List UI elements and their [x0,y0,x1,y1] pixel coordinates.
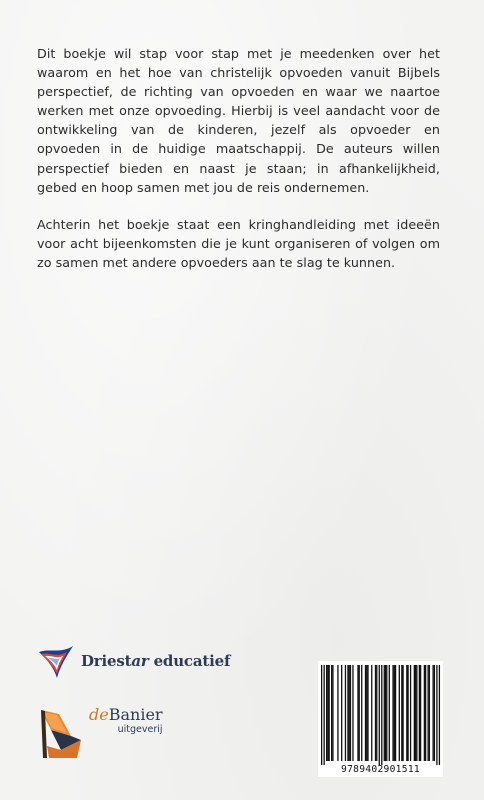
blurb-paragraph-2: Achterin het boekje staat een kringhandleiding met ideeën voor acht bijeenkomsten die je kunt organiseren of volgen om zo samen met andere opvoeders aan te slag te kunnen. [37,216,440,270]
barcode-bars [318,661,443,765]
barcode-bar [365,665,366,761]
isbn-barcode [318,661,443,777]
barcode-bar [352,665,353,761]
barcode-bar [394,665,395,761]
barcode-bar [345,665,346,761]
barcode-bar [361,665,362,761]
barcode-bar [416,665,417,761]
barcode-bar [432,665,433,761]
barcode-bar [436,665,437,765]
driestar-star-icon [37,642,75,680]
barcode-bar [395,665,396,761]
barcode-bar [384,665,385,761]
barcode-bar [424,665,425,761]
barcode-bar [434,665,435,761]
driestar-educatief-logo [37,641,230,681]
de-banier-logo [37,706,163,762]
barcode-bar [401,665,402,761]
banier-flag-icon [37,706,85,762]
cover-blurb [37,44,440,272]
barcode-bar [419,665,420,761]
barcode-bar [402,665,403,761]
barcode-bar [379,665,380,765]
driestar-wordmark: Driestar educatief [81,652,231,670]
isbn-digits: 9789402901511 [341,764,420,775]
barcode-bar [350,665,351,761]
barcode-bar [414,665,415,761]
barcode-bar [439,665,440,765]
barcode-bar [375,665,376,761]
barcode-bar [331,665,332,761]
barcode-bar [326,665,327,761]
barcode-bar [349,665,350,761]
barcode-bar [410,665,411,761]
barcode-bar [389,665,390,761]
barcode-bar [399,665,400,761]
barcode-bar [420,665,421,761]
barcode-bar [392,665,393,761]
barcode-bar [321,665,322,765]
barcode-bar [415,665,416,761]
barcode-bar [341,665,342,761]
barcode-bar [337,665,338,761]
barcode-bar [327,665,328,761]
barcode-bar [425,665,426,761]
barcode-bar [366,665,367,761]
barcode-bar [359,665,360,761]
barcode-bar [347,665,348,761]
barcode-bar [407,665,408,761]
barcode-bar [332,665,333,761]
barcode-bar [371,665,372,761]
barcode-bar [386,665,387,761]
barcode-bar [329,665,330,761]
barcode-bar [324,665,325,765]
barcode-bar [357,665,358,761]
banier-name: deBanier [89,705,163,724]
barcode-bar [406,665,407,761]
barcode-bar [367,665,368,761]
barcode-bar [429,665,430,761]
barcode-bar [427,665,428,761]
banier-subtitle: uitgeverij [117,724,163,735]
barcode-bar [381,665,382,765]
barcode-bar [385,665,386,761]
barcode-bar [376,665,377,761]
blurb-paragraph-1: Dit boekje wil stap voor stap met je meedenken over het waarom en het hoe van christelijk opvoeden vanuit Bijbels perspectief, de richting van opvoeden en waar we naartoe werken met onze opvoeding. Hierbij is veel aandacht voor de ontwikkeling van de kinderen, jezelf als opvoeder en opvoeden in de huidige maatschappij. De auteurs willen perspectief bieden en naast je staan; in afhankelijkheid, gebed en hoop samen met jou de reis ondernemen. [37,46,440,195]
